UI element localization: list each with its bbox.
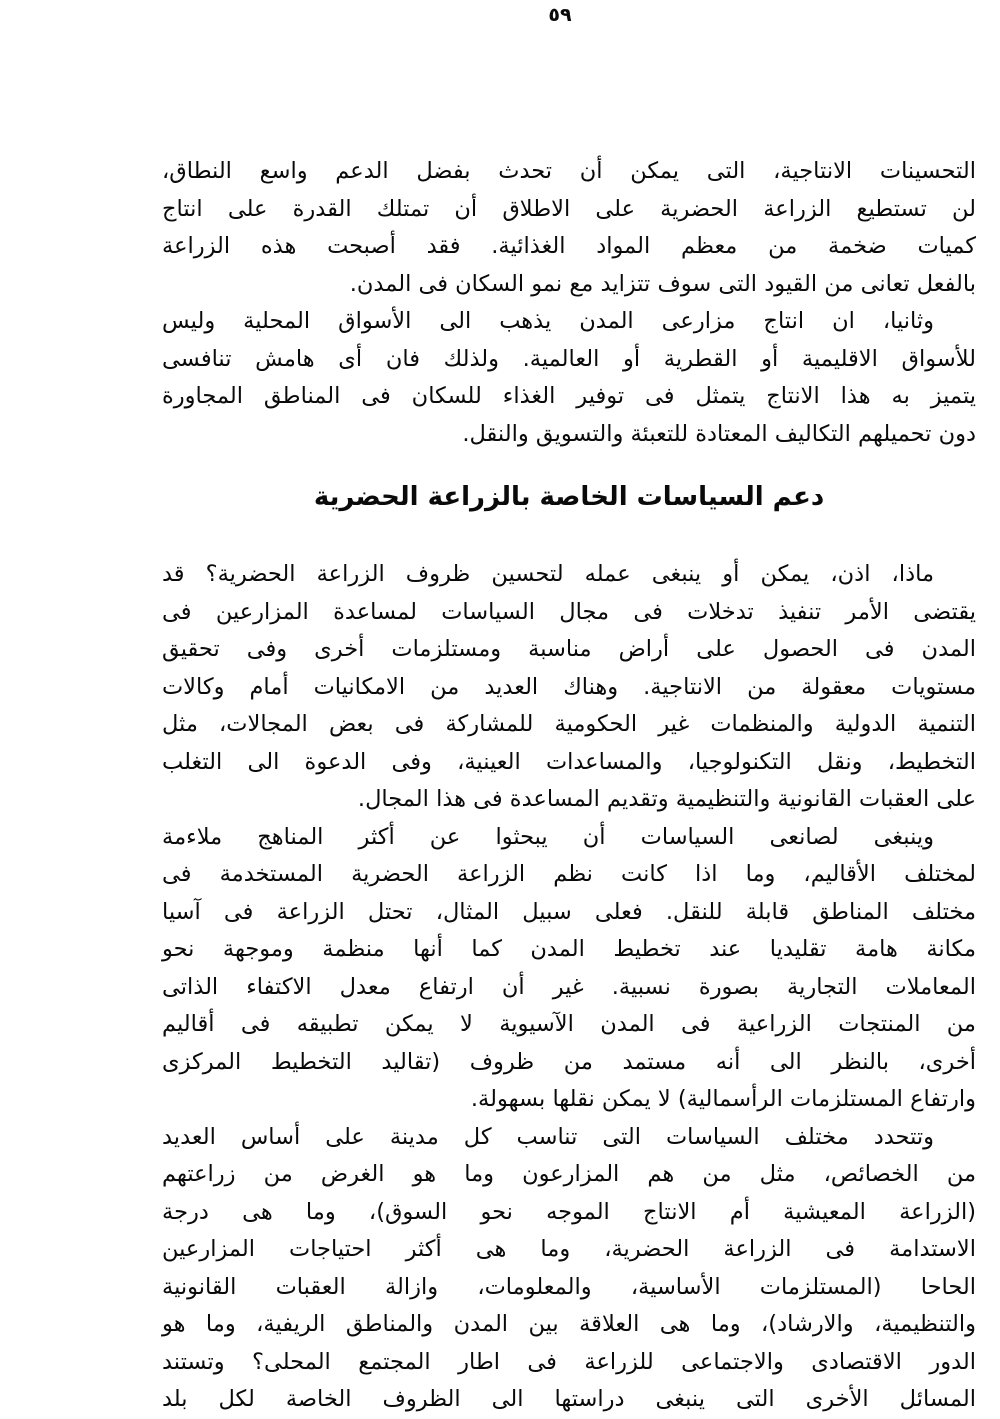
text-line: كميات ضخمة من معظم المواد الغذائية. فقد أصبحت هذه الزراعة	[162, 233, 976, 259]
text-line: المسائل الأخرى التى ينبغى دراستها الى الظروف الخاصة لكل بلد	[162, 1386, 976, 1412]
text-line: يتميز به هذا الانتاج يتمثل فى توفير الغذاء للسكان فى المناطق المجاورة	[162, 383, 976, 409]
text-line: المعاملات التجارية بصورة نسبية. غير أن ارتفاع معدل الاكتفاء الذاتى	[162, 973, 976, 1000]
text-line: التنمية الدولية والمنظمات غير الحكومية للمشاركة فى بعض المجالات، مثل	[162, 711, 976, 737]
text-line: مختلف المناطق قابلة للنقل. فعلى سبيل المثال، تحتل الزراعة فى آسيا	[162, 898, 976, 925]
text-line: من الخصائص، مثل من هم المزارعون وما هو الغرض من زراعتهم	[162, 1161, 976, 1187]
text-line: ماذا، اذن، يمكن أو ينبغى عمله لتحسين ظروف الزراعة الحضرية؟ قد	[162, 561, 934, 587]
text-line: وتتحدد مختلف السياسات التى تناسب كل مدينة على أساس العديد	[162, 1123, 934, 1150]
text-line: مستويات معقولة من الانتاجية. وهناك العديد من الامكانيات أمام وكالات	[162, 673, 976, 700]
text-line: لن تستطيع الزراعة الحضرية على الاطلاق أن تمتلك القدرة على انتاج	[162, 195, 976, 222]
text-line: (الزراعة المعيشية أم الانتاج الموجه نحو السوق)، وما هى درجة	[162, 1198, 976, 1225]
text-line: التخطيط، ونقل التكنولوجيا، والمساعدات العينية، وفى الدعوة الى التغلب	[162, 748, 976, 775]
text-line: الاستدامة فى الزراعة الحضرية، وما هى أكثر احتياجات المزارعين	[162, 1236, 976, 1262]
text-block	[162, 153, 976, 1419]
text-line: الحاحا (المستلزمات الأساسية، والمعلومات، وازالة العقبات القانونية	[162, 1273, 976, 1300]
text-line: للأسواق الاقليمية أو القطرية أو العالمية. ولذلك فان أى هامش تنافسى	[162, 345, 976, 372]
text-line: على العقبات القانونية والتنظيمية وتقديم المساعدة فى هذا المجال.	[357, 786, 976, 812]
text-line: وثانيا، ان انتاج مزارعى المدن يذهب الى الأسواق المحلية وليس	[162, 308, 934, 334]
text-line: وينبغى لصانعى السياسات أن يبحثوا عن أكثر المناهج ملاءمة	[162, 823, 934, 850]
text-line: من المنتجات الزراعية فى المدن الآسيوية لا يمكن تطبيقه فى أقاليم	[162, 1011, 976, 1037]
text-line: لمختلف الأقاليم، وما اذا كانت نظم الزراعة الحضرية المستخدمة فى	[162, 861, 976, 887]
text-line: التحسينات الانتاجية، التى يمكن أن تحدث بفضل الدعم واسع النطاق،	[162, 158, 976, 184]
section-heading: دعم السياسات الخاصة بالزراعة الحضرية	[313, 482, 825, 512]
text-line: وارتفاع المستلزمات الرأسمالية) لا يمكن نقلها بسهولة.	[470, 1086, 976, 1112]
text-line: دون تحميلهم التكاليف المعتادة للتعبئة والتسويق والنقل.	[462, 420, 976, 447]
text-line: مكانة هامة تقليديا عند تخطيط المدن كما أنها منظمة وموجهة نحو	[162, 936, 976, 962]
text-line: بالفعل تعانى من القيود التى سوف تتزايد مع نمو السكان فى المدن.	[349, 270, 976, 297]
page-number: ٥٩	[548, 4, 572, 26]
text-line: المدن فى الحصول على أراض مناسبة ومستلزمات أخرى وفى تحقيق	[162, 636, 976, 662]
text-line: يقتضى الأمر تنفيذ تدخلات فى مجال السياسات لمساعدة المزارعين فى	[162, 598, 976, 625]
text-line: أخرى، بالنظر الى أنه مستمد من ظروف (تقاليد التخطيط المركزى	[162, 1048, 976, 1075]
text-line: الدور الاقتصادى والاجتماعى للزراعة فى اطار المجتمع المحلى؟ وتستند	[162, 1348, 976, 1375]
text-line: والتنظيمية، والارشاد)، وما هى العلاقة بين المدن والمناطق الريفية، وما هو	[162, 1311, 976, 1337]
